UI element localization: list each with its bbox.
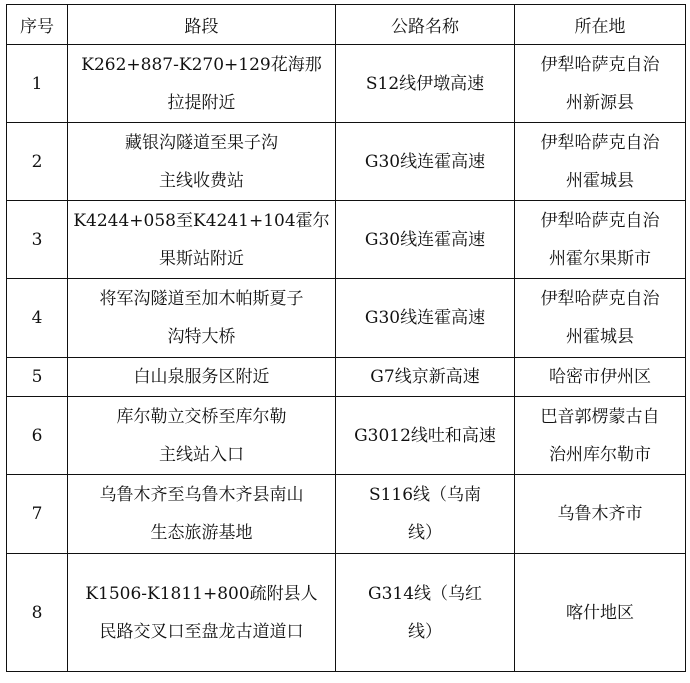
location-cell xyxy=(515,554,686,672)
section-cell-line: K262+887-K270+129花海那 xyxy=(81,54,322,75)
row-number xyxy=(7,475,68,554)
row-number-line: 4 xyxy=(31,308,43,328)
road-name-cell xyxy=(336,554,515,672)
section-cell-line: 库尔勒立交桥至库尔勒 xyxy=(116,406,287,427)
row-number xyxy=(7,45,68,123)
location-cell xyxy=(515,279,686,358)
road-name-cell xyxy=(336,475,515,554)
header-road-name: 公路名称 xyxy=(336,5,515,45)
location-cell-line: 伊犁哈萨克自治 xyxy=(540,289,660,309)
road-name-cell-line: S12线伊墩高速 xyxy=(365,73,485,94)
section-cell-line: 白山泉服务区附近 xyxy=(133,367,270,387)
section-cell xyxy=(68,201,336,279)
location-cell-line: 州霍尔果斯市 xyxy=(549,248,651,269)
table-row xyxy=(7,45,686,123)
location-cell xyxy=(515,123,686,201)
location-cell-line: 喀什地区 xyxy=(566,602,634,623)
row-number-line: 6 xyxy=(31,425,43,446)
road-name-cell-line: G30线连霍高速 xyxy=(364,151,486,172)
section-cell-line: 果斯站附近 xyxy=(159,248,244,269)
section-cell-line: 主线收费站 xyxy=(159,170,244,191)
section-cell xyxy=(68,397,336,475)
road-name-cell xyxy=(336,45,515,123)
location-cell-line: 治州库尔勒市 xyxy=(549,444,651,465)
location-cell-line: 伊犁哈萨克自治 xyxy=(540,210,660,231)
row-number xyxy=(7,554,68,672)
section-cell xyxy=(68,279,336,358)
section-cell-line: 藏银沟隧道至果子沟 xyxy=(125,132,278,153)
row-number xyxy=(7,397,68,475)
row-number-line: 5 xyxy=(31,367,43,387)
location-cell-line: 州霍城县 xyxy=(566,170,634,191)
location-cell-line: 州霍城县 xyxy=(566,327,634,347)
location-cell xyxy=(515,397,686,475)
road-name-cell-line: G3012线吐和高速 xyxy=(354,425,496,446)
road-name-cell xyxy=(336,201,515,279)
table-row xyxy=(7,554,686,672)
location-cell-line: 哈密市伊州区 xyxy=(549,367,651,387)
road-name-cell-line: 线） xyxy=(408,523,442,543)
table-row xyxy=(7,358,686,397)
section-cell-line: 民路交叉口至盘龙古道道口 xyxy=(99,621,304,642)
section-cell xyxy=(68,475,336,554)
row-number xyxy=(7,358,68,397)
header-location: 所在地 xyxy=(515,5,686,45)
road-name-cell-line: G7线京新高速 xyxy=(370,367,480,387)
table-row xyxy=(7,201,686,279)
road-name-cell xyxy=(336,358,515,397)
row-number-line: 1 xyxy=(31,73,43,94)
row-number-line: 7 xyxy=(31,504,43,524)
location-cell xyxy=(515,201,686,279)
row-number xyxy=(7,123,68,201)
section-cell-line: 沟特大桥 xyxy=(167,327,236,347)
header-row xyxy=(7,5,686,45)
section-cell-line: K4244+058至K4241+104霍尔 xyxy=(73,210,330,231)
row-number-line: 2 xyxy=(31,151,43,172)
location-cell xyxy=(515,45,686,123)
table-row xyxy=(7,475,686,554)
road-name-cell-line: G30线连霍高速 xyxy=(364,229,486,250)
location-cell-line: 乌鲁木齐市 xyxy=(557,504,643,524)
section-cell xyxy=(68,123,336,201)
section-cell-line: 拉提附近 xyxy=(167,92,236,113)
section-cell-line: K1506-K1811+800疏附县人 xyxy=(85,583,318,604)
location-cell xyxy=(515,358,686,397)
section-cell xyxy=(68,358,336,397)
road-name-cell xyxy=(336,123,515,201)
road-name-cell-line: S116线（乌南 xyxy=(368,485,482,505)
header-section: 路段 xyxy=(68,5,336,45)
table-row xyxy=(7,123,686,201)
header-no: 序号 xyxy=(7,5,68,45)
section-cell xyxy=(68,554,336,672)
section-cell-line: 将军沟隧道至加木帕斯夏子 xyxy=(99,289,304,309)
road-name-cell-line: 线） xyxy=(408,621,442,642)
row-number-line: 8 xyxy=(31,602,43,623)
section-cell-line: 主线站入口 xyxy=(159,444,244,465)
location-cell-line: 伊犁哈萨克自治 xyxy=(540,54,660,75)
section-cell xyxy=(68,45,336,123)
row-number-line: 3 xyxy=(31,229,43,250)
section-cell-line: 乌鲁木齐至乌鲁木齐县南山 xyxy=(99,485,304,505)
section-cell-line: 生态旅游基地 xyxy=(150,523,253,543)
location-cell-line: 巴音郭楞蒙古自 xyxy=(540,406,660,427)
road-control-table xyxy=(6,4,686,672)
table-row xyxy=(7,279,686,358)
table-row xyxy=(7,397,686,475)
location-cell-line: 伊犁哈萨克自治 xyxy=(540,132,660,153)
road-name-cell xyxy=(336,279,515,358)
row-number xyxy=(7,279,68,358)
road-name-cell xyxy=(336,397,515,475)
location-cell-line: 州新源县 xyxy=(566,92,634,113)
row-number xyxy=(7,201,68,279)
road-name-cell-line: G30线连霍高速 xyxy=(364,308,486,328)
road-name-cell-line: G314线（乌红 xyxy=(367,583,483,604)
location-cell xyxy=(515,475,686,554)
